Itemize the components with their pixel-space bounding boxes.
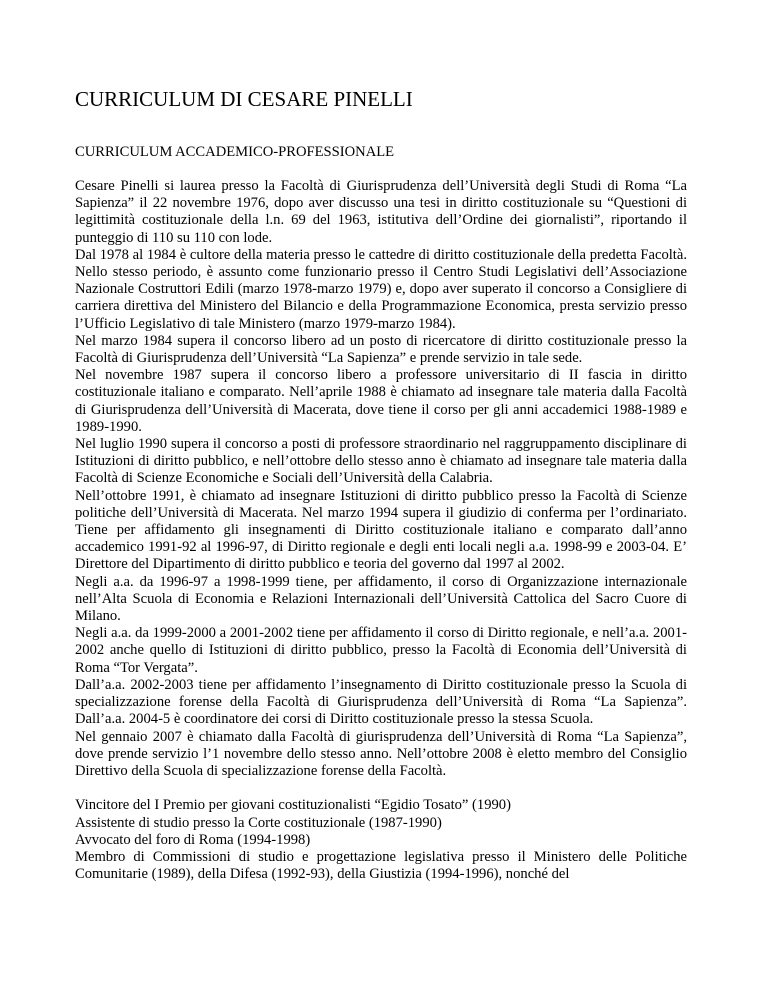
paragraph: Nel luglio 1990 supera il concorso a posti di professore straordinario nel raggruppamento disciplinare di Istituzioni di diritto pubblico, e nell’ottobre dello stesso anno è chiamato ad insegnare tale materia dalla Facoltà di Scienze Economiche e Sociali dell’Università della Calabria. [75,436,687,487]
paragraph: Nel gennaio 2007 è chiamato dalla Facoltà di giurisprudenza dell’Università di Roma “La Sapienza”, dove prende servizio l’1 novembre dello stesso anno. Nell’ottobre 2008 è eletto membro del Consiglio Direttivo della Scuola di specializzazione forense della Facoltà. [75,728,687,779]
paragraph: Nell’ottobre 1991, è chiamato ad insegnare Istituzioni di diritto pubblico presso la Facoltà di Scienze politiche dell’Università di Macerata. Nel marzo 1994 supera il giudizio di conferma per l’ordinariato. Tiene per affidamento gli insegnamenti di Diritto costituzionale italiano e comparato dall’anno accademico 1991-92 al 1996-97, di Diritto regionale e degli enti locali negli a.a. 1998-99 e 2003-04. E’ Direttore del Dipartimento di diritto pubblico e teoria del governo dal 1997 al 2002. [75,487,687,573]
paragraph: Nel novembre 1987 supera il concorso libero a professore universitario di II fascia in diritto costituzionale italiano e comparato. Nell’aprile 1988 è chiamato ad insegnare tale materia dalla Facoltà di Giurisprudenza dell’Università di Macerata, dove tiene il corso per gli anni accademici 1988-1989 e 1989-1990. [75,367,687,435]
honor-item: Avvocato del foro di Roma (1994-1998) [75,831,311,848]
honor-item: Membro di Commissioni di studio e progettazione legislativa presso il Ministero delle Politiche Comunitarie (1989), della Difesa (1992-93), della Giustizia (1994-1996), nonché del [75,848,687,883]
honor-item: Assistente di studio presso la Corte costituzionale (1987-1990) [75,814,442,831]
paragraph: Negli a.a. da 1996-97 a 1998-1999 tiene, per affidamento, il corso di Organizzazione internazionale nell’Alta Scuola di Economia e Relazioni Internazionali dell’Università Cattolica del Sacro Cuore di Milano. [75,573,687,625]
paragraph: Dall’a.a. 2002-2003 tiene per affidamento l’insegnamento di Diritto costituzionale presso la Scuola di specializzazione forense della Facoltà di Giurisprudenza dell’Università di Roma “La Sapienza”. Dall’a.a. 2004-5 è coordinatore dei corsi di Diritto costituzionale presso la stessa Scuola. [75,676,687,728]
document-title: CURRICULUM DI CESARE PINELLI [75,87,413,111]
paragraph: Negli a.a. da 1999-2000 a 2001-2002 tiene per affidamento il corso di Diritto regionale, e nell’a.a. 2001-2002 anche quello di Istituzioni di diritto pubblico, presso la Facoltà di Economia dell’Università di Roma “Tor Vergata”. [75,625,687,676]
paragraph: Nel marzo 1984 supera il concorso libero ad un posto di ricercatore di diritto costituzionale presso la Facoltà di Giurisprudenza dell’Università “La Sapienza” e prende servizio in tale sede. [75,332,687,367]
honor-item: Vincitore del I Premio per giovani costituzionalisti “Egidio Tosato” (1990) [75,797,511,814]
paragraph: Dal 1978 al 1984 è cultore della materia presso le cattedre di diritto costituzionale della predetta Facoltà. Nello stesso periodo, è assunto come funzionario presso il Centro Studi Legislativi dell’Associazione Nazionale Costruttori Edili (marzo 1978-marzo 1979) e, dopo aver superato il concorso a Consigliere di carriera direttiva del Ministero del Bilancio e della Programmazione Economica, presta servizio presso l’Ufficio Legislativo di tale Ministero (marzo 1979-marzo 1984). [75,246,687,332]
section-heading: CURRICULUM ACCADEMICO-PROFESSIONALE [75,144,395,160]
paragraph: Cesare Pinelli si laurea presso la Facoltà di Giurisprudenza dell’Università degli Studi di Roma “La Sapienza” il 22 novembre 1976, dopo aver discusso una tesi in diritto costituzionale su “Questioni di legittimità costituzionale della l.n. 69 del 1963, istitutiva dell’Ordine dei giornalisti”, riportando il punteggio di 110 su 110 con lode. [75,178,687,246]
document-body [75,178,687,883]
